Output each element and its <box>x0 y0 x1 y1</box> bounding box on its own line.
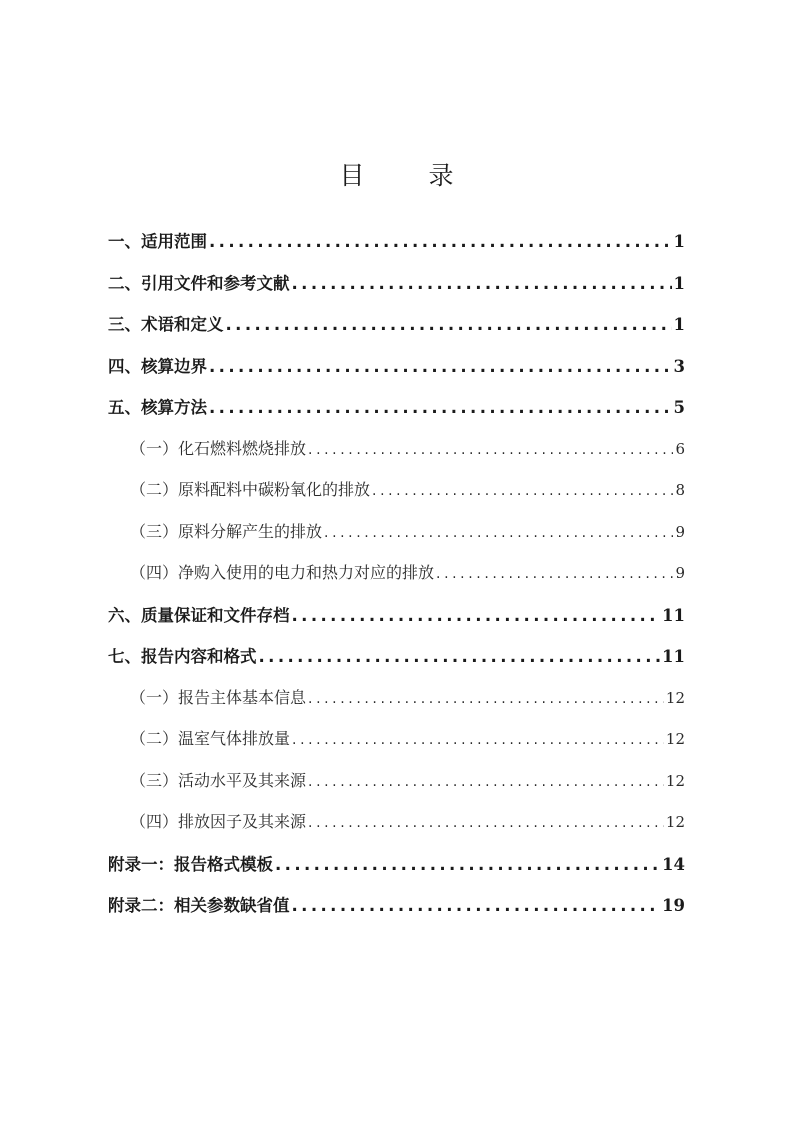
toc-entry-label: 二、引用文件和参考文献 <box>108 273 290 293</box>
toc-subentry[interactable] <box>108 519 685 549</box>
toc-entry-label: 五、核算方法 <box>108 398 207 417</box>
toc-subentry[interactable] <box>108 726 685 756</box>
toc-leader-dots <box>324 525 673 541</box>
toc-entry[interactable] <box>108 602 685 632</box>
toc-leader-dots <box>308 691 664 707</box>
toc-page-number: 12 <box>665 771 685 790</box>
toc-entry-label: 四、核算边界 <box>108 356 207 376</box>
toc-leader-dots <box>372 483 673 499</box>
toc-entry-label: 附录一：报告格式模板 <box>108 854 273 874</box>
toc-page-number: 9 <box>675 564 685 582</box>
toc-leader-dots <box>209 398 672 417</box>
toc-subentry[interactable] <box>108 477 685 507</box>
toc-page-number: 5 <box>673 398 685 417</box>
toc-leader-dots <box>308 774 664 790</box>
toc-subentry[interactable] <box>108 768 685 798</box>
toc-entry-label: （一）报告主体基本信息 <box>130 687 307 707</box>
toc-page-number: 1 <box>673 315 685 334</box>
toc-page-number: 14 <box>662 854 685 874</box>
toc-page-number: 12 <box>665 730 685 748</box>
toc-leader-dots <box>292 274 672 293</box>
toc-entry-label: （三）活动水平及其来源 <box>130 770 307 790</box>
toc-entry-label: 一、适用范围 <box>108 232 207 251</box>
toc-leader-dots <box>209 232 672 251</box>
toc-entry[interactable] <box>108 228 685 258</box>
toc-leader-dots <box>275 855 660 874</box>
toc-leader-dots <box>436 566 673 582</box>
toc-subentry[interactable] <box>108 685 685 715</box>
toc-entry-label: 六、质量保证和文件存档 <box>108 605 290 625</box>
toc-leader-dots <box>308 442 673 458</box>
toc-entry-label: （一）化石燃料燃烧排放 <box>130 438 307 458</box>
toc-entry-label: （二）温室气体排放量 <box>130 729 291 748</box>
toc-entry-label: 七、报告内容和格式 <box>108 647 257 666</box>
toc-page-number: 6 <box>675 439 685 458</box>
toc-entry-label: （二）原料配料中碳粉氧化的排放 <box>130 480 371 499</box>
toc-entry[interactable] <box>108 851 685 881</box>
toc-entry[interactable] <box>108 270 685 300</box>
toc-leader-dots <box>259 647 661 666</box>
toc-leader-dots <box>292 606 661 625</box>
toc-page-number: 8 <box>675 481 685 499</box>
toc-subentry[interactable] <box>108 560 685 590</box>
toc-leader-dots <box>292 896 661 915</box>
toc-entry-label: （三）原料分解产生的排放 <box>130 521 323 541</box>
toc-entry-label: 附录二：相关参数缺省值 <box>108 896 290 915</box>
toc-entry[interactable] <box>108 353 685 383</box>
toc-entry[interactable] <box>108 643 685 673</box>
toc-page-number: 1 <box>673 232 685 251</box>
toc-leader-dots <box>292 732 664 748</box>
toc-title: 目 录 <box>339 161 482 190</box>
toc-entry-label: （四）排放因子及其来源 <box>130 812 307 831</box>
toc-leader-dots <box>308 815 664 831</box>
toc-subentry[interactable] <box>108 809 685 839</box>
toc-entry-label: 三、术语和定义 <box>108 315 224 334</box>
toc-entry[interactable] <box>108 311 685 341</box>
toc-page-number: 9 <box>675 522 685 541</box>
toc-leader-dots <box>226 315 672 334</box>
toc-page-number: 11 <box>662 647 685 666</box>
toc-page-number: 3 <box>673 356 685 376</box>
toc-entry[interactable] <box>108 394 685 424</box>
toc-subentry[interactable] <box>108 436 685 466</box>
toc-page-number: 1 <box>673 273 685 293</box>
toc-entry[interactable] <box>108 892 685 922</box>
toc-page-number: 12 <box>665 813 685 831</box>
toc-page-number: 19 <box>662 896 685 915</box>
toc-page-number: 11 <box>662 605 685 625</box>
toc-page-number: 12 <box>665 688 685 707</box>
toc-entry-label: （四）净购入使用的电力和热力对应的排放 <box>130 563 435 582</box>
toc-leader-dots <box>209 357 672 376</box>
